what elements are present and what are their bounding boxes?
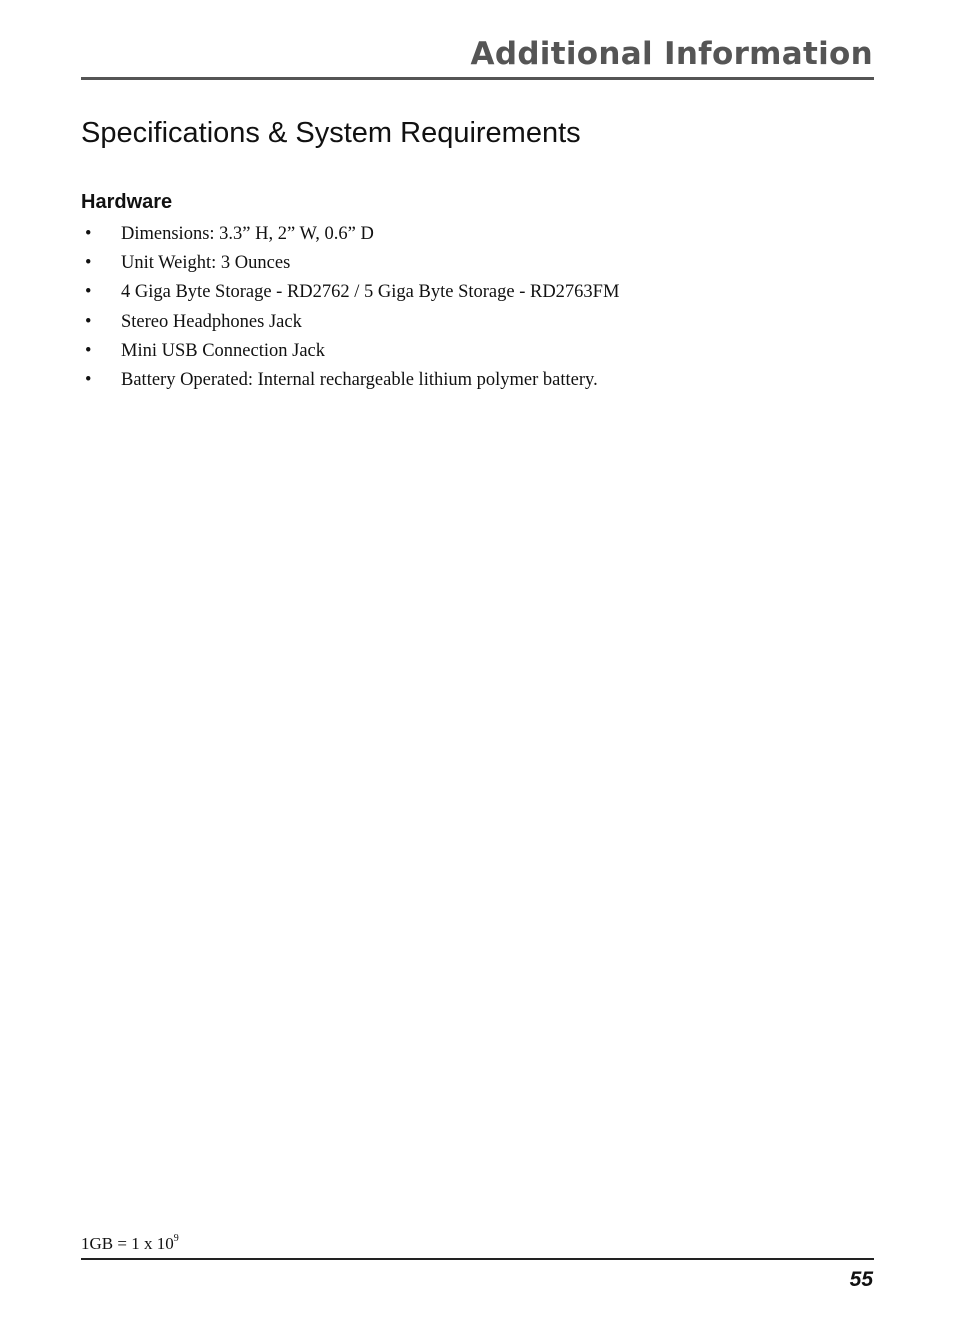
hardware-heading: Hardware — [81, 191, 173, 213]
spec-storage: 4 Giga Byte Storage - RD2762 / 5 Giga Byte Storage - RD2763FM — [121, 282, 620, 303]
footer-divider — [81, 1258, 874, 1260]
bullet-icon: • — [85, 224, 92, 244]
spec-battery: Battery Operated: Internal rechargeable lithium polymer battery. — [121, 369, 598, 390]
spec-headphones-jack: Stereo Headphones Jack — [121, 311, 302, 332]
bullet-icon: • — [85, 282, 92, 303]
spec-weight: Unit Weight: 3 Ounces — [121, 253, 291, 274]
bullet-icon: • — [85, 340, 92, 361]
footnote-text: 1GB = 1 x 10 — [81, 1234, 174, 1253]
bullet-icon: • — [85, 253, 92, 274]
bullet-icon: • — [85, 311, 92, 332]
storage-footnote — [81, 1233, 179, 1254]
footnote-exponent: 9 — [173, 1233, 179, 1244]
list-item — [81, 339, 874, 368]
hardware-spec-list — [81, 222, 874, 397]
list-item — [81, 251, 874, 280]
spec-usb-jack: Mini USB Connection Jack — [121, 340, 326, 361]
bullet-icon: • — [85, 369, 92, 390]
list-item — [81, 280, 874, 309]
list-item — [81, 368, 874, 397]
header-divider — [81, 77, 874, 80]
page-number: 55 — [849, 1268, 873, 1291]
chapter-title: Additional Information — [470, 36, 873, 72]
list-item — [81, 222, 874, 251]
list-item — [81, 310, 874, 339]
spec-dimensions: Dimensions: 3.3” H, 2” W, 0.6” D — [121, 224, 374, 244]
section-title: Specifications & System Requirements — [81, 117, 581, 149]
